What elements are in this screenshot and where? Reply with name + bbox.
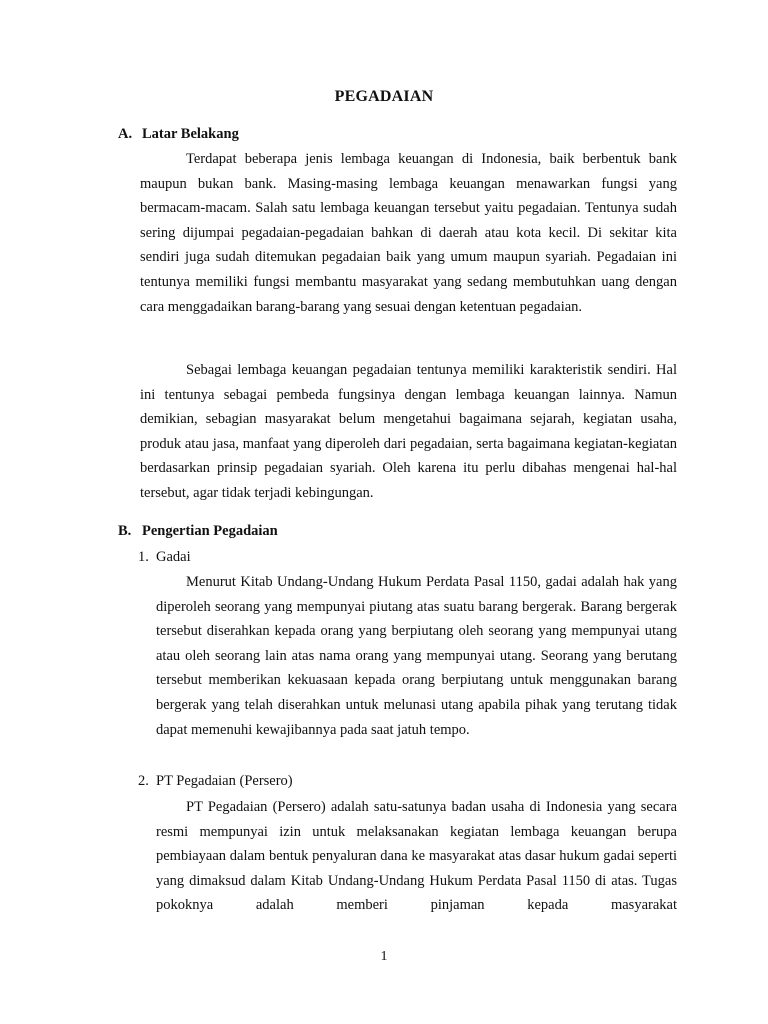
section-a-letter: A. <box>118 126 133 142</box>
subitem-gadai-paragraph: Menurut Kitab Undang-Undang Hukum Perdata Pasal 1150, gadai adalah hak yang diperoleh seorang yang mempunyai piutang atas suatu barang bergerak. Barang bergerak tersebut diserahkan kepada orang yang berpiutang oleh seorang yang mempunyai utang atau oleh seorang lain atas nama orang yang mempunyai utang. Seorang yang berutang tersebut memberikan kekuasaan kepada orang berpiutang untuk menggunakan barang bergerak yang telah diserahkan untuk melunasi utang apabila pihak yang terutang tidak dapat memenuhi kewajibannya pada saat jatuh tempo. <box>156 574 677 738</box>
document-title: PEGADAIAN <box>334 88 434 105</box>
section-a-title: Latar Belakang <box>142 126 239 142</box>
page-number: 1 <box>380 949 388 964</box>
section-a-paragraph-1: Terdapat beberapa jenis lembaga keuangan di Indonesia, baik berbentuk bank maupun bukan bank. Masing-masing lembaga keuangan menawarkan fungsi yang bermacam-macam. Salah satu lembaga keuangan tersebut yaitu pegadaian. Tentunya sudah sering dijumpai pegadaian-pegadaian bahkan di daerah atau kota kecil. Di sekitar kita sendiri juga sudah ditemukan pegadaian baik yang umum maupun syariah. Pegadaian ini tentunya memiliki fungsi membantu masyarakat yang sedang membutuhkan uang dengan cara menggadaikan barang-barang yang sesuai dengan ketentuan pegadaian. <box>140 151 677 315</box>
section-a-heading <box>118 126 239 143</box>
section-b-title: Pengertian Pegadaian <box>142 523 278 539</box>
subitem-pt-pegadaian-paragraph: PT Pegadaian (Persero) adalah satu-satunya badan usaha di Indonesia yang secara resmi mempunyai izin untuk melaksanakan kegiatan lembaga keuangan berupa pembiayaan dalam bentuk penyaluran dana ke masyarakat atas dasar hukum gadai seperti yang dimaksud dalam Kitab Undang-Undang Hukum Perdata Pasal 1150 di atas. Tugas pokoknya adalah memberi pinjaman kepada masyarakat <box>156 799 677 914</box>
section-a-paragraph-2: Sebagai lembaga keuangan pegadaian tentunya memiliki karakteristik sendiri. Hal ini tentunya sebagai pembeda fungsinya dengan lembaga keuangan lainnya. Namun demikian, sebagian masyarakat belum mengetahui bagaimana sejarah, kegiatan usaha, produk atau jasa, manfaat yang diperoleh dari pegadaian, serta bagaimana kegiatan-kegiatan berdasarkan prinsip pegadaian syariah. Oleh karena itu perlu dibahas mengenai hal-hal tersebut, agar tidak terjadi kebingungan. <box>140 362 677 501</box>
subitem-gadai-number: 1. <box>138 549 149 565</box>
section-b-heading <box>118 523 278 540</box>
section-b-letter: B. <box>118 523 132 539</box>
subitem-pt-pegadaian-number: 2. <box>138 773 149 789</box>
subitem-gadai-title: Gadai <box>156 549 191 565</box>
subitem-pt-pegadaian-heading <box>138 773 293 790</box>
subitem-pt-pegadaian-title: PT Pegadaian (Persero) <box>156 773 293 789</box>
subitem-gadai-heading <box>138 549 191 566</box>
